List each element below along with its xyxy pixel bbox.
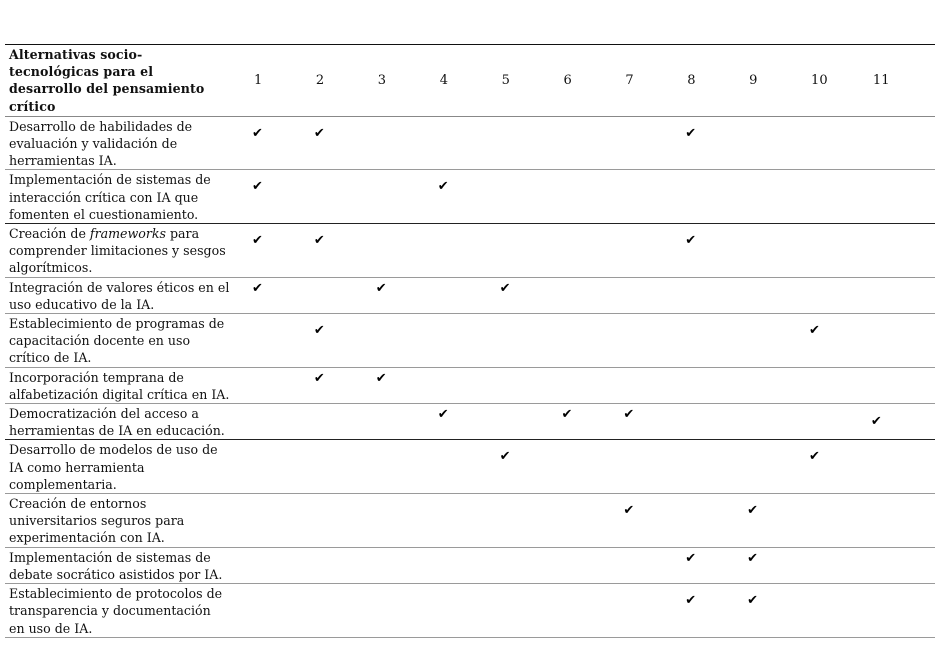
table-row [5,404,935,440]
alternative-label: Incorporación temprana de alfabetización digital crítica en IA. [9,369,230,402]
alternative-label: Creación de entornos universitarios seguros para experimentación con IA. [9,496,185,546]
table-cell-col-9 [729,314,791,368]
table-cell-col-10 [791,116,853,170]
table-cell-col-9 [729,277,791,313]
table-cell-col-1 [234,277,296,313]
alternative-label: Establecimiento de protocolos de transparencia y documentación en uso de IA. [9,586,223,636]
table-cell-col-6 [543,584,605,638]
checkmark-icon: ✔ [747,593,759,609]
alternative-label: Desarrollo de habilidades de evaluación y validación de herramientas IA. [9,118,193,169]
table-cell-col-8 [667,367,729,403]
header-col-8: 8 [687,72,696,88]
header-col-6: 6 [563,72,572,88]
alternative-label-part: para comprender limitaciones y sesgos algorítmicos. [9,226,226,276]
checkmark-icon: ✔ [252,179,263,195]
table-cell-col-10 [791,404,853,440]
alternative-label: Implementación de sistemas de debate socrático asistidos por IA. [9,549,223,582]
table-cell-col-11 [853,367,935,403]
table-row [5,116,935,170]
table-cell-col-9 [729,224,791,278]
table-cell-col-3 [358,367,420,403]
table-cell-col-10 [791,440,853,494]
table-cell-col-1 [234,547,296,583]
table-cell-col-3 [358,116,420,170]
table-cell-col-11 [853,440,935,494]
table-cell-col-10 [791,277,853,313]
header-col-11: 11 [872,72,890,88]
table-cell-col-6 [543,440,605,494]
checkmark-icon: ✔ [809,449,820,465]
table-cell-col-6 [543,224,605,278]
header-col-10: 10 [811,72,828,88]
table-cell-col-5 [482,170,544,224]
checkmark-icon: ✔ [747,550,759,566]
table-row [5,547,935,583]
table-cell-col-6 [543,547,605,583]
table-body [5,116,935,637]
table-cell-col-7 [605,494,667,548]
table-cell-col-8 [667,584,729,638]
table-cell-col-4 [420,440,482,494]
table-cell-col-7 [605,314,667,368]
table-row [5,367,935,403]
table-cell-col-10 [791,224,853,278]
alternative-label-emphasis: frameworks [89,226,166,242]
checkmark-icon: ✔ [252,125,263,141]
table-cell-col-11 [853,314,935,368]
checkmark-icon: ✔ [437,179,449,195]
checkmark-icon: ✔ [437,407,449,423]
checkmark-icon: ✔ [375,370,387,386]
table-cell-col-3 [358,584,420,638]
alternative-label: Integración de valores éticos en el uso educativo de la IA. [9,279,230,312]
table-cell-col-9 [729,440,791,494]
table-cell-col-11 [853,404,935,440]
checkmark-icon: ✔ [313,233,325,249]
table-cell-col-10 [791,367,853,403]
table-cell-col-4 [420,170,482,224]
table-cell-col-1 [234,404,296,440]
alternative-label: Democratización del acceso a herramientas de IA en educación. [9,406,225,439]
header-col-3: 3 [377,72,387,88]
table-cell-col-10 [791,547,853,583]
table-row [5,314,935,368]
table-cell-col-8 [667,277,729,313]
checkmark-icon: ✔ [685,550,697,566]
table-cell-col-11 [853,116,935,170]
alternatives-table-container [5,44,935,638]
checkmark-icon: ✔ [313,323,325,339]
header-col-4: 4 [439,72,449,88]
table-cell-col-3 [358,404,420,440]
table-cell-col-6 [543,404,605,440]
table-cell-col-10 [791,314,853,368]
checkmark-icon: ✔ [561,407,573,423]
table-cell-col-8 [667,224,729,278]
table-cell-col-3 [358,277,420,313]
table-cell-col-8 [667,314,729,368]
table-header-row [5,45,935,117]
table-cell-col-9 [729,404,791,440]
alternative-label: Implementación de sistemas de interacción crítica con IA que fomenten el cuestionamiento. [9,172,211,222]
header-alternatives: Alternativas socio-tecnológicas para el desarrollo del pensamiento crítico [9,47,205,114]
checkmark-icon: ✔ [685,125,697,141]
table-cell-col-11 [853,170,935,224]
table-cell-col-11 [853,547,935,583]
table-cell-col-4 [420,584,482,638]
alternative-label [5,224,234,278]
table-cell-col-7 [605,367,667,403]
table-cell-col-5 [482,547,544,583]
table-cell-col-4 [420,224,482,278]
table-cell-col-5 [482,314,544,368]
table-cell-col-1 [234,494,296,548]
table-cell-col-2 [296,116,358,170]
table-cell-col-10 [791,494,853,548]
table-cell-col-7 [605,277,667,313]
table-cell-col-5 [482,404,544,440]
table-cell-col-5 [482,440,544,494]
table-cell-col-2 [296,277,358,313]
header-col-5: 5 [501,72,510,88]
table-cell-col-7 [605,584,667,638]
checkmark-icon: ✔ [313,125,325,141]
table-cell-col-4 [420,547,482,583]
header-col-1: 1 [254,72,263,88]
checkmark-icon: ✔ [623,407,635,423]
table-cell-col-1 [234,314,296,368]
checkmark-icon: ✔ [375,280,387,296]
table-cell-col-5 [482,367,544,403]
header-col-9: 9 [749,72,758,88]
table-cell-col-5 [482,224,544,278]
table-row [5,170,935,224]
alternative-label: Desarrollo de modelos de uso de IA como herramienta complementaria. [9,442,218,492]
table-cell-col-2 [296,494,358,548]
table-cell-col-7 [605,440,667,494]
table-row [5,224,935,278]
table-cell-col-9 [729,170,791,224]
table-cell-col-2 [296,584,358,638]
table-cell-col-7 [605,116,667,170]
table-cell-col-7 [605,404,667,440]
checkmark-icon: ✔ [809,323,820,339]
table-cell-col-4 [420,367,482,403]
table-cell-col-2 [296,367,358,403]
table-cell-col-9 [729,116,791,170]
table-cell-col-4 [420,404,482,440]
checkmark-icon: ✔ [499,280,511,296]
table-cell-col-1 [234,170,296,224]
table-cell-col-6 [543,116,605,170]
alternatives-table [5,44,935,638]
checkmark-icon: ✔ [870,414,882,430]
checkmark-icon: ✔ [313,370,325,386]
checkmark-icon: ✔ [685,233,697,249]
alternative-label-part: Creación de [9,226,90,242]
table-cell-col-1 [234,584,296,638]
table-cell-col-8 [667,170,729,224]
table-cell-col-4 [420,314,482,368]
table-cell-col-3 [358,547,420,583]
table-cell-col-9 [729,494,791,548]
table-cell-col-3 [358,224,420,278]
table-cell-col-6 [543,170,605,224]
table-cell-col-4 [420,277,482,313]
table-cell-col-3 [358,440,420,494]
table-cell-col-9 [729,584,791,638]
table-cell-col-11 [853,494,935,548]
table-cell-col-10 [791,170,853,224]
checkmark-icon: ✔ [685,593,697,609]
table-cell-col-10 [791,584,853,638]
table-cell-col-11 [853,224,935,278]
table-cell-col-6 [543,277,605,313]
table-cell-col-1 [234,440,296,494]
table-cell-col-1 [234,224,296,278]
table-cell-col-2 [296,440,358,494]
table-cell-col-6 [543,367,605,403]
table-cell-col-4 [420,116,482,170]
table-cell-col-8 [667,547,729,583]
header-col-7: 7 [625,72,634,88]
table-cell-col-11 [853,584,935,638]
table-cell-col-11 [853,277,935,313]
header-col-2: 2 [315,72,325,88]
table-cell-col-7 [605,224,667,278]
table-cell-col-1 [234,367,296,403]
table-cell-col-8 [667,494,729,548]
table-cell-col-3 [358,314,420,368]
table-cell-col-8 [667,440,729,494]
checkmark-icon: ✔ [747,503,759,519]
table-cell-col-7 [605,547,667,583]
table-cell-col-5 [482,584,544,638]
table-row [5,440,935,494]
table-cell-col-8 [667,116,729,170]
table-row [5,584,935,638]
table-cell-col-6 [543,494,605,548]
alternative-label: Establecimiento de programas de capacitación docente en uso crítico de IA. [9,316,225,366]
table-cell-col-5 [482,277,544,313]
table-cell-col-2 [296,170,358,224]
table-cell-col-3 [358,494,420,548]
checkmark-icon: ✔ [499,449,511,465]
table-cell-col-1 [234,116,296,170]
table-row [5,277,935,313]
table-row [5,494,935,548]
table-cell-col-4 [420,494,482,548]
checkmark-icon: ✔ [623,503,635,519]
table-cell-col-6 [543,314,605,368]
table-cell-col-9 [729,547,791,583]
table-cell-col-5 [482,494,544,548]
table-cell-col-2 [296,404,358,440]
table-cell-col-8 [667,404,729,440]
table-cell-col-7 [605,170,667,224]
table-cell-col-2 [296,314,358,368]
table-cell-col-3 [358,170,420,224]
checkmark-icon: ✔ [252,233,263,249]
table-cell-col-2 [296,224,358,278]
table-cell-col-9 [729,367,791,403]
table-cell-col-2 [296,547,358,583]
checkmark-icon: ✔ [252,280,263,296]
table-cell-col-5 [482,116,544,170]
